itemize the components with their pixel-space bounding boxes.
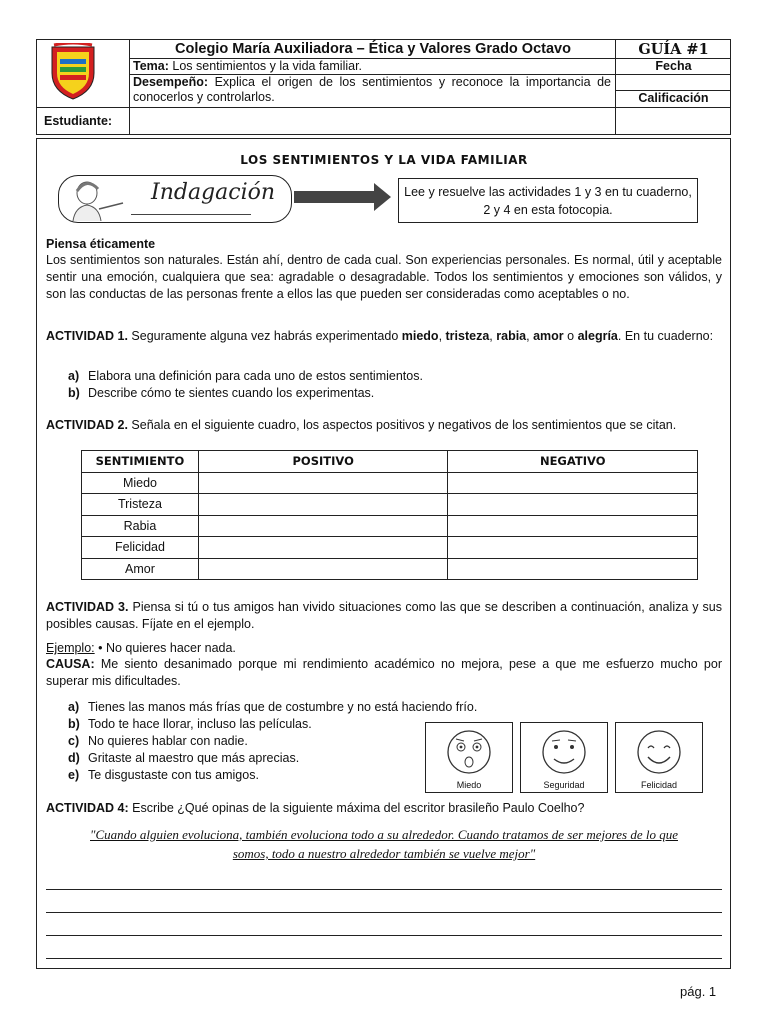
act3-label: ACTIVIDAD 3.: [46, 600, 129, 614]
activity-4: [46, 800, 722, 817]
confident-face-icon: [540, 728, 588, 776]
sep: ,: [438, 329, 446, 343]
piensa-heading-text: Piensa éticamente: [46, 237, 156, 251]
list-item: [68, 368, 423, 385]
table-row: [82, 558, 698, 580]
answer-cell[interactable]: [198, 558, 448, 580]
col-positivo: POSITIVO: [198, 451, 448, 473]
answer-cell[interactable]: [198, 515, 448, 537]
answer-cell[interactable]: [448, 472, 698, 494]
item-text: Tienes las manos más frías que de costumbre y no está haciendo frío.: [88, 700, 478, 714]
answer-cell[interactable]: [448, 494, 698, 516]
item-text: Describe cómo te sientes cuando los experimentas.: [88, 386, 375, 400]
word-rabia: rabia: [496, 329, 527, 343]
act2-text: Señala en el siguiente cuadro, los aspectos positivos y negativos de los sentimientos que se citan.: [127, 418, 677, 432]
face-felicidad: [615, 722, 703, 793]
list-item: [68, 385, 423, 402]
activity-1: [46, 328, 722, 345]
table-row: [82, 472, 698, 494]
answer-cell[interactable]: [198, 537, 448, 559]
quote-line-2: somos, todo a nuestro alrededor también se vuelve mejor": [232, 846, 536, 861]
word-tristeza: tristeza: [445, 329, 490, 343]
table-row: [82, 515, 698, 537]
estudiante-label: Estudiante:: [44, 114, 113, 128]
list-item: [68, 716, 477, 733]
row-label: Felicidad: [82, 537, 199, 559]
answer-cell[interactable]: [448, 558, 698, 580]
act3-list: [68, 699, 477, 784]
activity-3: [46, 599, 722, 633]
list-item: [68, 750, 477, 767]
answer-cell[interactable]: [448, 537, 698, 559]
table-header-row: [82, 451, 698, 473]
underline: [131, 214, 251, 215]
answer-cell[interactable]: [448, 515, 698, 537]
item-text: Todo te hace llorar, incluso las películas.: [88, 717, 312, 731]
item-letter: c): [68, 734, 80, 748]
list-item: [68, 733, 477, 750]
quote-line-1: "Cuando alguien evoluciona, también evoluciona todo a su alrededor. Cuando tratamos de ser mejores de lo que: [90, 827, 678, 842]
happy-face-icon: [635, 728, 683, 776]
arrow-right-icon: [294, 182, 392, 212]
act1-list: [68, 368, 423, 402]
indagacion-label: Indagación: [151, 180, 276, 205]
tema-label: Tema:: [133, 59, 169, 73]
item-text: Gritaste al maestro que más aprecias.: [88, 751, 300, 765]
item-text: No quieres hablar con nadie.: [88, 734, 248, 748]
item-letter: a): [68, 700, 80, 714]
divider: [615, 107, 731, 108]
item-letter: b): [68, 717, 80, 731]
face-label: Felicidad: [640, 780, 678, 790]
row-label: Amor: [82, 558, 199, 580]
tema-row: [133, 59, 613, 74]
feelings-table: [81, 450, 698, 580]
act4-label: ACTIVIDAD 4:: [46, 801, 129, 815]
answer-cell[interactable]: [198, 494, 448, 516]
word-amor: amor: [533, 329, 564, 343]
face-label: Seguridad: [543, 780, 585, 790]
page-title: LOS SENTIMIENTOS Y LA VIDA FAMILIAR: [240, 153, 528, 167]
act1-label: ACTIVIDAD 1.: [46, 329, 128, 343]
page-number: pág. 1: [680, 984, 717, 999]
divider: [615, 74, 731, 75]
list-item: [68, 767, 477, 784]
calificacion-label: Calificación: [638, 91, 709, 105]
word-alegria: alegría: [577, 329, 618, 343]
ejemplo-text: • No quieres hacer nada.: [94, 641, 236, 655]
causa: [46, 656, 722, 690]
table-row: [82, 537, 698, 559]
fecha-label: Fecha: [655, 59, 692, 73]
activity-2: [46, 417, 722, 434]
answer-line[interactable]: [46, 889, 722, 890]
item-letter: a): [68, 369, 80, 383]
row-label: Tristeza: [82, 494, 199, 516]
col-sentimiento: SENTIMIENTO: [82, 451, 199, 473]
act1-text-end: . En tu cuaderno:: [617, 329, 714, 343]
face-label: Miedo: [456, 780, 482, 790]
answer-line[interactable]: [46, 935, 722, 936]
face-seguridad: [520, 722, 608, 793]
guide-number: GUÍA #1: [638, 41, 709, 58]
teacher-icon: [65, 179, 125, 221]
act4-text: Escribe ¿Qué opinas de la siguiente máxima del escritor brasileño Paulo Coelho?: [128, 801, 585, 815]
col-negativo: NEGATIVO: [448, 451, 698, 473]
act1-text: Seguramente alguna vez habrás experimentado: [127, 329, 402, 343]
faces-strip: [425, 722, 725, 793]
word-miedo: miedo: [401, 329, 439, 343]
answer-line[interactable]: [46, 958, 722, 959]
item-letter: e): [68, 768, 80, 782]
answer-cell[interactable]: [198, 472, 448, 494]
table-row: [82, 494, 698, 516]
face-miedo: [425, 722, 513, 793]
desempeno-value: Explica el origen de los sentimientos y reconoce la importancia de conocerlos y controlarlos.: [133, 75, 611, 104]
item-letter: b): [68, 386, 80, 400]
causa-text: Me siento desanimado porque mi rendimiento académico no mejora, pese a que me esfuerzo mucho por superar mis dificultades.: [46, 657, 722, 688]
piensa-heading: [46, 236, 722, 253]
instruction-box: Lee y resuelve las actividades 1 y 3 en tu cuaderno, 2 y 4 en esta fotocopia.: [398, 178, 698, 223]
row-label: Miedo: [82, 472, 199, 494]
list-item: [68, 699, 477, 716]
desempeno-row: [133, 75, 611, 105]
piensa-paragraph: Los sentimientos son naturales. Están ahí, dentro de cada cual. Son experiencias personales. Es normal, útil y aceptable sentir una emoción, cualquiera que sea: agradable o desagradable. Todos los sentimientos y emociones son válidos, y son las conductas de las personas frente a ellos las que pueden ser consideradas como aceptables o no.: [46, 253, 722, 301]
answer-line[interactable]: [46, 912, 722, 913]
row-label: Rabia: [82, 515, 199, 537]
tema-value: Los sentimientos y la vida familiar.: [168, 59, 363, 73]
item-letter: d): [68, 751, 80, 765]
sep: ,: [526, 329, 534, 343]
ejemplo-label: Ejemplo:: [46, 641, 95, 655]
ejemplo: [46, 640, 722, 657]
indagacion-banner: [58, 175, 292, 223]
school-title: Colegio María Auxiliadora – Ética y Valores Grado Octavo: [175, 41, 571, 57]
sep: o: [563, 329, 578, 343]
act3-text: Piensa si tú o tus amigos han vivido situaciones como las que se describen a continuación, analiza y sus posibles causas. Fíjate en el ejemplo.: [46, 600, 723, 631]
scared-face-icon: [445, 728, 493, 776]
causa-label: CAUSA:: [46, 657, 95, 671]
sep: ,: [489, 329, 497, 343]
act2-label: ACTIVIDAD 2.: [46, 418, 128, 432]
item-text: Elabora una definición para cada uno de estos sentimientos.: [88, 369, 423, 383]
desempeno-label: Desempeño:: [133, 75, 209, 89]
item-text: Te disgustaste con tus amigos.: [88, 768, 259, 782]
